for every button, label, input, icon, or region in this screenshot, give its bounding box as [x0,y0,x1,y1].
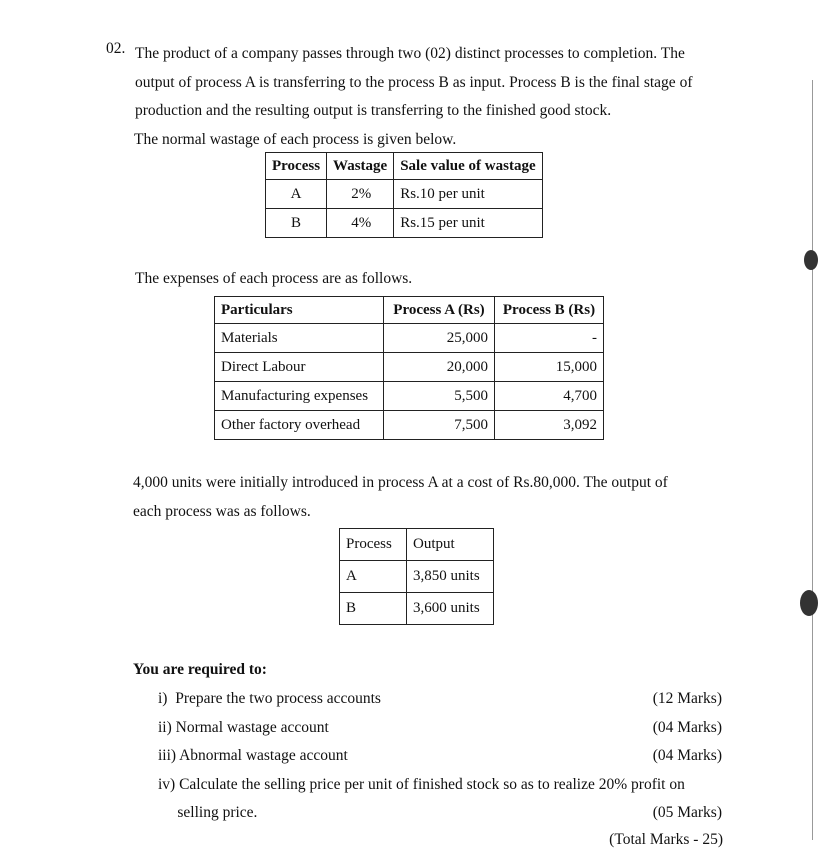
table-cell: A [340,561,407,593]
table-cell: A [266,180,327,209]
requirement-marks: (05 Marks) [652,804,722,821]
question-number: 02. [106,40,126,57]
table-cell: 3,600 units [407,593,494,625]
table-cell: Manufacturing expenses [215,382,384,411]
table-header-row [266,153,543,180]
table-cell: 3,850 units [407,561,494,593]
table-cell: Other factory overhead [215,411,384,440]
table-header-row [340,529,494,561]
table-cell: 4,700 [495,382,604,411]
col-header: Wastage [327,153,394,180]
requirements-title: You are required to: [133,661,267,678]
table-row [215,411,604,440]
table-cell: 3,092 [495,411,604,440]
table-row [266,209,543,238]
table-cell: Rs.15 per unit [394,209,542,238]
table-cell: Materials [215,324,384,353]
col-header: Output [407,529,494,561]
table-row [215,353,604,382]
intro-line: production and the resulting output is transferring to the finished good stock. [135,102,612,119]
table-cell: B [340,593,407,625]
requirement-marks: (12 Marks) [652,690,722,707]
col-header: Process [340,529,407,561]
requirement-item: ii) Normal wastage account [158,719,329,736]
col-header: Process A (Rs) [384,297,495,324]
intro-line: The product of a company passes through two (02) distinct processes to completion. The [135,45,685,62]
table-row [266,180,543,209]
requirement-item: iii) Abnormal wastage account [158,747,348,764]
expenses-table [214,296,604,440]
output-table [339,528,494,625]
table-row [215,324,604,353]
table-cell: B [266,209,327,238]
requirement-item: i) Prepare the two process accounts [158,690,381,707]
table-cell: 2% [327,180,394,209]
table-row [340,593,494,625]
table-cell: 5,500 [384,382,495,411]
col-header: Particulars [215,297,384,324]
table-cell: Direct Labour [215,353,384,382]
table-header-row [215,297,604,324]
col-header: Sale value of wastage [394,153,542,180]
requirement-item: iv) Calculate the selling price per unit of finished stock so as to realize 20% profit on [158,776,685,793]
expenses-intro: The expenses of each process are as follows. [135,270,413,287]
table-cell: 25,000 [384,324,495,353]
table-cell: 15,000 [495,353,604,382]
units-line: 4,000 units were initially introduced in process A at a cost of Rs.80,000. The output of [133,474,668,491]
intro-line: output of process A is transferring to the process B as input. Process B is the final stage of [135,73,693,91]
col-header: Process B (Rs) [495,297,604,324]
table-row [340,561,494,593]
requirement-marks: (04 Marks) [652,719,722,736]
requirement-marks: (04 Marks) [652,747,722,764]
table-cell: - [495,324,604,353]
col-header: Process [266,153,327,180]
wastage-table [265,152,543,238]
units-line: each process was as follows. [133,503,311,520]
table-cell: Rs.10 per unit [394,180,542,209]
scan-blot [804,250,818,270]
question-intro [135,40,735,154]
intro-line: The normal wastage of each process is given below. [134,130,457,148]
scan-edge-line [812,80,813,840]
table-cell: 7,500 [384,411,495,440]
requirement-item: selling price. [158,804,258,821]
table-cell: 4% [327,209,394,238]
table-cell: 20,000 [384,353,495,382]
table-row [215,382,604,411]
scan-blot [800,590,818,616]
total-marks: (Total Marks - 25) [609,831,723,848]
